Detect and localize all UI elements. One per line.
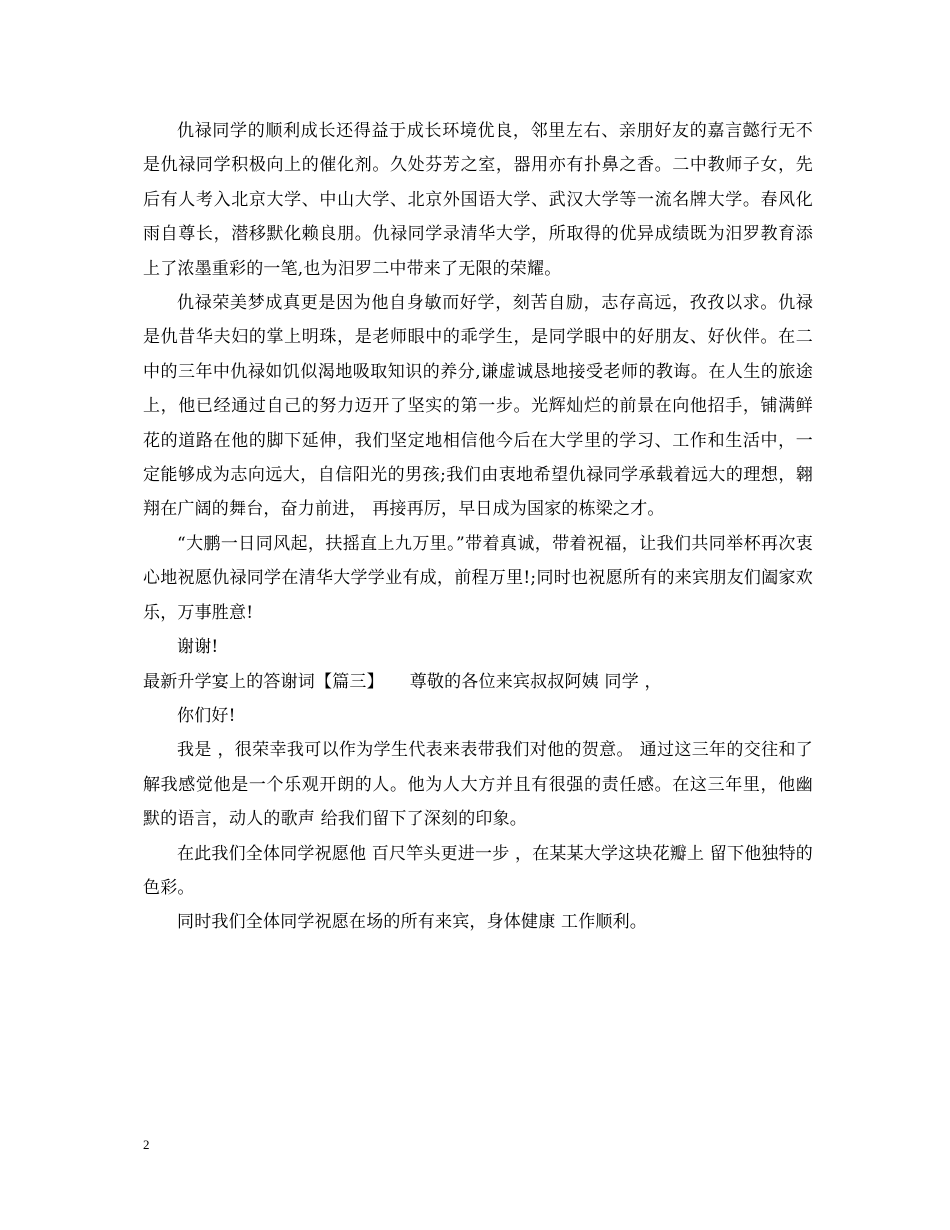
paragraph-personal-effort: 仇禄荣美梦成真更是因为他自身敏而好学，刻苦自励，志存高远，孜孜以求。仇禄是仇昔华夫妇的掌上明珠，是老师眼中的乖学生，是同学眼中的好朋友、好伙伴。在二中的三年中仇禄如饥似渴地吸取知识的养分,谦虚诚恳地接受老师的教诲。在人生的旅途上，他已经通过自己的努力迈开了坚实的第一步。光辉灿烂的前景在向他招手，铺满鲜花的道路在他的脚下延伸，我们坚定地相信他今后在大学里的学习、工作和生活中，一定能够成为志向远大，自信阳光的男孩;我们由衷地希望仇禄同学承载着远大的理想，翱翔在广阔的舞台，奋力前进， 再接再厉，早日成为国家的栋梁之才。 [143,293,813,520]
paragraph-wishes-classmate: 在此我们全体同学祝愿他 百尺竿头更进一步 ，在某某大学这块花瓣上 留下他独特的色彩。 [143,843,814,898]
page-number: 2 [143,1137,150,1152]
document-body [143,114,813,940]
paragraph-growth-environment: 仇禄同学的顺利成长还得益于成长环境优良，邻里左右、亲朋好友的嘉言懿行无不是仇禄同学积极向上的催化剂。久处芬芳之室，器用亦有扑鼻之香。二中教师子女，先后有人考入北京大学、中山大学、北京外国语大学、武汉大学等一流名牌大学。春风化雨自尊长，潜移默化赖良朋。仇禄同学录清华大学，所取得的优异成绩既为汨罗教育添上了浓墨重彩的一笔,也为汨罗二中带来了无限的荣耀。 [143,121,813,279]
paragraph-wishes-guests: 同时我们全体同学祝愿在场的所有来宾，身体健康 工作顺利。 [177,912,648,933]
paragraph-thanks: 谢谢! [177,637,219,658]
paragraph-introduction: 我是 ，很荣幸我可以作为学生代表来表带我们对他的贺意。 通过这三年的交往和了解我感觉他是一个乐观开朗的人。他为人大方并且有很强的责任感。在这三年里，他幽默的语言，动人的歌声 给我们留下了深刻的印象。 [143,740,813,830]
section-heading: 最新升学宴上的答谢词【篇三】 尊敬的各位来宾叔叔阿姨 同学 ， [143,671,662,692]
paragraph-blessing: “大鹏一日同风起，扶摇直上九万里。”带着真诚，带着祝福，让我们共同举杯再次衷心地祝愿仇禄同学在清华大学学业有成，前程万里!;同时也祝愿所有的来宾朋友们阖家欢乐，万事胜意! [143,533,813,623]
paragraph-greeting: 你们好! [177,705,236,726]
